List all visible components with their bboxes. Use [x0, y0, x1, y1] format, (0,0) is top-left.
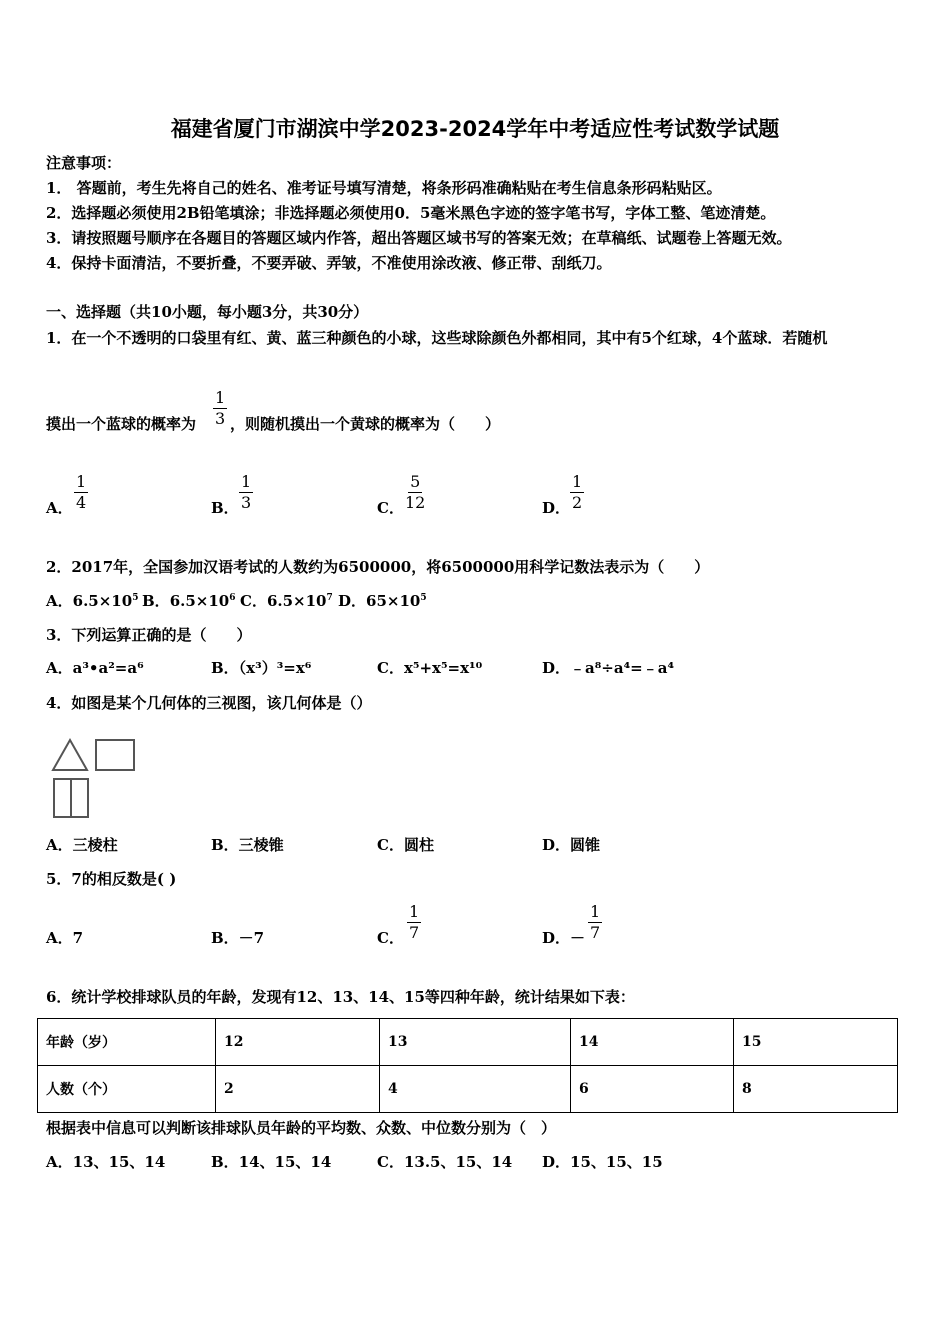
option-d[interactable]: D．圆锥 [542, 836, 601, 854]
option-d[interactable]: D．15、15、15 [542, 1153, 663, 1171]
notice-item: 2．选择题必须使用2B铅笔填涂；非选择题必须使用0．5毫米黑色字迹的签字笔书写，字体工整、笔迹清楚。 [46, 204, 776, 222]
option-label: D． [542, 499, 571, 517]
fraction [570, 472, 584, 513]
option-b[interactable]: B．（x³）³=x⁶ [211, 659, 312, 677]
option-label: B． [142, 592, 170, 610]
table-cell: 15 [734, 1019, 898, 1066]
fraction [213, 388, 227, 429]
option-c[interactable]: C．13.5、15、14 [377, 1153, 513, 1171]
denominator: 2 [572, 493, 583, 512]
option-value: 65×10 [366, 592, 421, 610]
denominator: 4 [76, 493, 87, 512]
fraction [74, 472, 88, 513]
age-table [37, 1018, 898, 1113]
option-b[interactable]: B．三棱锥 [211, 836, 284, 854]
option-value: 6.5×10 [72, 592, 133, 610]
exponent: 6 [229, 593, 236, 603]
exponent: 5 [132, 593, 139, 603]
q3-stem: 3．下列运算正确的是（ ） [46, 626, 252, 644]
option-a[interactable]: A．a³•a²=a⁶ [46, 659, 144, 677]
option-a[interactable] [46, 927, 83, 948]
q2-stem: 2．2017年，全国参加汉语考试的人数约为6500000，将6500000用科学记数法表示为（ ） [46, 558, 710, 576]
table-cell: 人数（个） [38, 1066, 216, 1113]
numerator: 1 [76, 472, 87, 491]
numerator: 1 [590, 902, 601, 921]
notice-item: 4．保持卡面清洁，不要折叠，不要弄破、弄皱，不准使用涂改液、修正带、刮纸刀。 [46, 254, 612, 272]
numerator: 1 [215, 388, 226, 407]
option-d[interactable]: D．﹣a⁸÷a⁴=﹣a⁴ [542, 659, 675, 677]
option-c[interactable]: C．圆柱 [377, 836, 434, 854]
numerator: 1 [409, 902, 420, 921]
section-heading: 一、选择题（共10小题，每小题3分，共30分） [46, 303, 369, 321]
option-b[interactable] [211, 472, 252, 518]
notice-heading: 注意事项： [46, 154, 122, 172]
table-row [38, 1019, 898, 1066]
option-a[interactable]: A．三棱柱 [46, 836, 118, 854]
table-cell: 4 [380, 1066, 571, 1113]
option-label: A． [46, 592, 73, 610]
notice-item: 1． 答题前，考生先将自己的姓名、准考证号填写清楚，将条形码准确粘贴在考生信息条形码粘贴区。 [46, 179, 722, 197]
option-a[interactable] [46, 590, 138, 611]
numerator: 5 [410, 472, 421, 491]
denominator: 3 [241, 493, 252, 512]
denominator: 7 [409, 923, 420, 942]
table-row [38, 1066, 898, 1113]
q1-stem-cont: 摸出一个蓝球的概率为 [46, 415, 197, 433]
q6-question: 根据表中信息可以判断该排球队员年龄的平均数、众数、中位数分别为（ ） [46, 1119, 557, 1137]
option-c[interactable] [377, 902, 420, 948]
option-label: B． [211, 499, 239, 517]
option-label: C． [240, 592, 267, 610]
fraction [239, 472, 253, 513]
option-b[interactable] [142, 590, 236, 611]
table-cell: 6 [571, 1066, 734, 1113]
fraction [405, 472, 425, 513]
table-cell: 2 [216, 1066, 380, 1113]
fraction [407, 902, 421, 943]
notice-item: 3．请按照题号顺序在各题目的答题区域内作答，超出答题区域书写的答案无效；在草稿纸、试题卷上答题无效。 [46, 229, 792, 247]
option-value: 6.5×10 [266, 592, 327, 610]
option-d[interactable] [542, 902, 601, 948]
option-label: A． [46, 499, 73, 517]
table-cell: 8 [734, 1066, 898, 1113]
denominator: 7 [590, 923, 601, 942]
numerator: 1 [241, 472, 252, 491]
table-cell: 14 [571, 1019, 734, 1066]
exponent: 7 [326, 593, 333, 603]
numerator: 1 [572, 472, 583, 491]
option-a[interactable] [46, 472, 87, 518]
option-b[interactable] [211, 927, 264, 948]
exponent: 5 [420, 593, 427, 603]
table-cell: 年龄（岁） [38, 1019, 216, 1066]
option-d[interactable] [338, 590, 427, 611]
q5-stem: 5．7的相反数是( ) [46, 870, 177, 888]
q4-stem: 4．如图是某个几何体的三视图，该几何体是（） [46, 694, 372, 712]
option-label: A．7 [46, 929, 84, 947]
q1-stem-end: ，则随机摸出一个黄球的概率为（ ） [230, 415, 501, 433]
option-c[interactable] [240, 590, 333, 611]
option-b[interactable]: B．14、15、14 [211, 1153, 332, 1171]
option-value: 6.5×10 [169, 592, 230, 610]
page-title: 福建省厦门市湖滨中学2023-2024学年中考适应性考试数学试题 [170, 117, 780, 141]
option-label: B．－7 [211, 929, 265, 947]
option-c[interactable] [377, 472, 426, 518]
three-view-figure [48, 730, 140, 822]
option-label: C． [377, 499, 404, 517]
option-label: D．－ [542, 929, 586, 947]
option-c[interactable]: C．x⁵+x⁵=x¹⁰ [377, 659, 483, 677]
option-label: C． [377, 929, 404, 947]
table-cell: 13 [380, 1019, 571, 1066]
option-label: D． [338, 592, 367, 610]
fraction [588, 902, 602, 943]
option-a[interactable]: A．13、15、14 [46, 1153, 166, 1171]
q6-stem: 6．统计学校排球队员的年龄，发现有12、13、14、15等四种年龄，统计结果如下表： [46, 988, 635, 1006]
option-d[interactable] [542, 472, 583, 518]
denominator: 12 [405, 493, 426, 512]
denominator: 3 [215, 409, 226, 428]
table-cell: 12 [216, 1019, 380, 1066]
q1-stem: 1．在一个不透明的口袋里有红、黄、蓝三种颜色的小球，这些球除颜色外都相同，其中有5个红球，4个蓝球．若随机 [46, 329, 828, 347]
